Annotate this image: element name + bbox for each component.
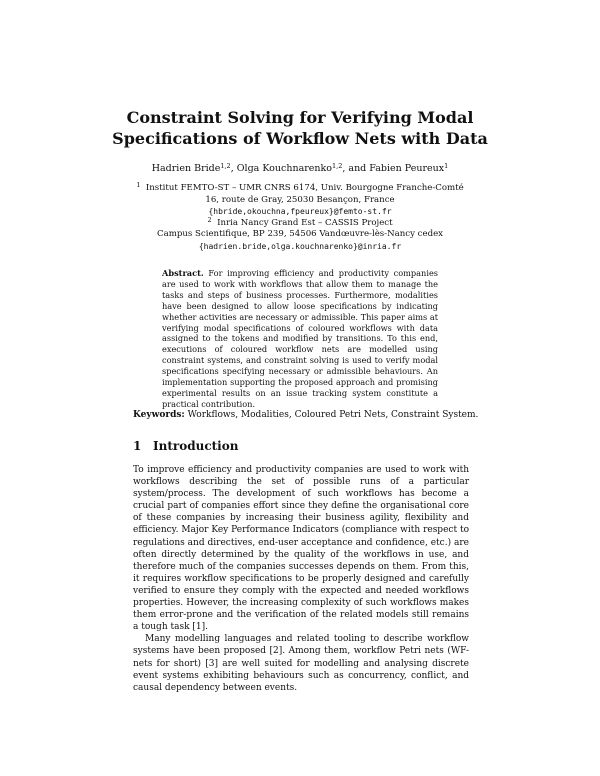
abstract-heading: Abstract. (162, 268, 204, 278)
affiliation-mark: 1 (136, 181, 141, 189)
section-title: Introduction (153, 439, 239, 453)
body-paragraph: To improve efficiency and productivity companies are used to work with workflows describing the set of possible runs of a particular system/process. The development of such workflows has become a crucial part of companies effort since they define the organisational core of these companies by increasing their business agility, flexibility and efficiency. Major Key Performance Indicators (compliance with respect to regulations and directives, end-user acceptance and confidence, etc.) are often directly determined by the quality of the workflows in use, and therefore much of the companies successes depends on them. From this, it requires workflow specifications to be properly designed and carefully verified to ensure they comply with the expected and needed workflows properties. However, the increasing complexity of such workflows makes them error-prone and the verification of the related models still remains a tough task [1]. (133, 465, 469, 633)
author-affiliation-mark: 1,2 (332, 162, 343, 170)
author-name: Hadrien Bride (151, 163, 221, 174)
affiliation-line (0, 215, 600, 230)
affiliation-email: {hadrien.bride,olga.kouchnarenko}@inria.fr (198, 241, 402, 251)
abstract-text: For improving efficiency and productivity companies are used to work with workflows that allow them to manage the tasks and steps of business processes. Furthermore, modalities have been designed to allow loose specifications by indicating whether activities are necessary or admissible. This paper aims at verifying modal specifications of coloured workflows with data assigned to the tokens and modified by transitions. To this end, executions of coloured workflow nets are modelled using constraint systems, and constraint solving is used to verify modal specifications specifying necessary or admissible behaviours. An implementation supporting the proposed approach and promising experimental results on an issue tracking system constitute a practical contribution. (162, 268, 438, 409)
affiliation-address: 16, route de Gray, 25030 Besançon, France (205, 194, 395, 205)
affiliation-email: {hbride,okouchna,fpeureux}@femto-st.fr (208, 207, 392, 217)
affiliation-mark: 2 (207, 215, 212, 224)
author-affiliation-mark: 1 (444, 162, 449, 170)
affiliation-line (0, 183, 600, 195)
author-separator: , (230, 163, 237, 174)
affiliations (0, 183, 600, 253)
abstract (162, 268, 438, 410)
paper-title (0, 107, 600, 149)
section-number: 1 (133, 439, 142, 453)
keywords (133, 409, 479, 421)
author-separator: , and (342, 163, 370, 174)
section-heading (133, 438, 469, 454)
author-name: Olga Kouchnarenko (236, 163, 333, 174)
keywords-heading: Keywords: (133, 410, 185, 420)
author-list (0, 163, 600, 175)
author-name: Fabien Peureux (369, 163, 445, 174)
affiliation-institute: Institut FEMTO-ST – UMR CNRS 6174, Univ. Bourgogne Franche-Comté (145, 183, 464, 193)
keywords-text: Workflows, Modalities, Coloured Petri Nets, Constraint System. (187, 410, 479, 420)
title-line: Constraint Solving for Verifying Modal (126, 108, 474, 127)
author-affiliation-mark: 1,2 (220, 162, 231, 170)
affiliation-address: Campus Scientifique, BP 239, 54506 Vandœuvre-lès-Nancy cedex (157, 229, 443, 240)
affiliation-institute: Inria Nancy Grand Est – CASSIS Project (217, 217, 393, 228)
section-body (133, 464, 469, 694)
title-line: Specifications of Workflow Nets with Data (112, 129, 488, 148)
body-paragraph: Many modelling languages and related tooling to describe workflow systems have been proposed [2]. Among them, workflow Petri nets (WF-nets for short) [3] are well suited for modelling and analysing discrete event systems exhibiting behaviours such as concurrency, conflict, and causal dependency between events. (133, 634, 469, 693)
